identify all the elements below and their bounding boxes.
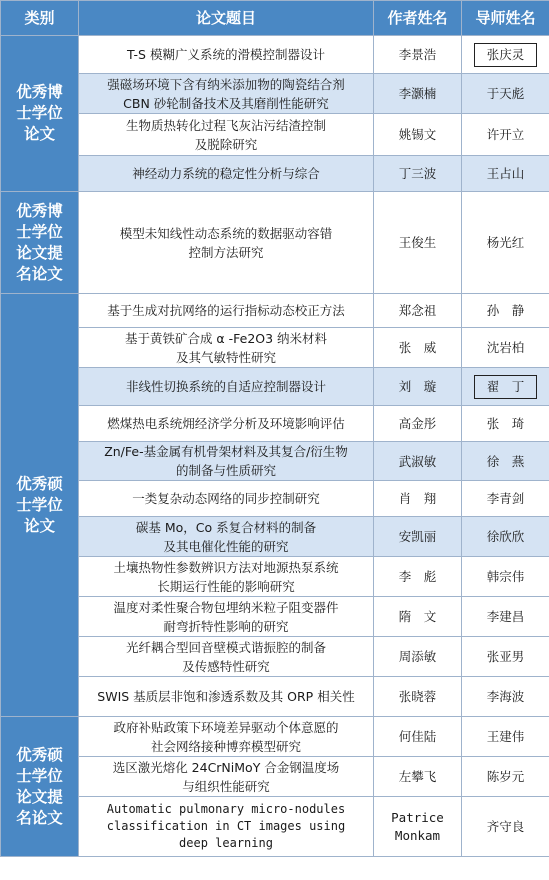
table-row — [1, 442, 549, 481]
table-row — [1, 114, 549, 156]
title-cell: 选区激光熔化 24CrNiMoY 合金钢温度场 与组织性能研究 — [79, 757, 374, 797]
table-row — [1, 517, 549, 557]
title-cell: 碳基 Mo，Co 系复合材料的制备 及其电催化性能的研究 — [79, 517, 374, 557]
author-cell: 李 彪 — [374, 557, 462, 597]
table-row — [1, 368, 549, 406]
table-row — [1, 192, 549, 294]
advisor-cell: 徐欣欣 — [462, 517, 549, 557]
title-cell: 非线性切换系统的自适应控制器设计 — [79, 368, 374, 406]
title-cell: 政府补贴政策下环境差异驱动个体意愿的 社会网络接种博弈模型研究 — [79, 717, 374, 757]
advisor-cell: 杨光红 — [462, 192, 549, 294]
advisor-cell — [462, 368, 549, 406]
table-row — [1, 637, 549, 677]
table-row — [1, 597, 549, 637]
advisor-highlight-box: 张庆灵 — [474, 43, 538, 67]
author-cell: 李灏楠 — [374, 74, 462, 114]
author-cell: 姚锡文 — [374, 114, 462, 156]
advisor-cell: 齐守良 — [462, 797, 549, 857]
header-author: 作者姓名 — [374, 1, 462, 36]
table-row — [1, 717, 549, 757]
category-cell: 优秀博士学位论文 — [1, 36, 79, 192]
advisor-cell: 李建昌 — [462, 597, 549, 637]
title-cell: 土壤热物性参数辨识方法对地源热泵系统 长期运行性能的影响研究 — [79, 557, 374, 597]
header-title: 论文题目 — [79, 1, 374, 36]
header-category: 类别 — [1, 1, 79, 36]
author-cell: 何佳陆 — [374, 717, 462, 757]
title-cell: Automatic pulmonary micro-nodules classification in CT images using deep learning — [79, 797, 374, 857]
header-row — [1, 1, 549, 36]
advisor-cell: 李海波 — [462, 677, 549, 717]
advisor-highlight-box: 翟 丁 — [474, 375, 538, 399]
title-cell: 模型未知线性动态系统的数据驱动容错 控制方法研究 — [79, 192, 374, 294]
title-cell: 一类复杂动态网络的同步控制研究 — [79, 481, 374, 517]
author-cell: Patrice Monkam — [374, 797, 462, 857]
table-row — [1, 406, 549, 442]
table-row — [1, 557, 549, 597]
author-cell: 王俊生 — [374, 192, 462, 294]
header-advisor: 导师姓名 — [462, 1, 549, 36]
title-cell: 光纤耦合型回音壁模式谐振腔的制备 及传感特性研究 — [79, 637, 374, 677]
title-cell: 神经动力系统的稳定性分析与综合 — [79, 156, 374, 192]
advisor-cell: 许开立 — [462, 114, 549, 156]
author-cell: 武淑敏 — [374, 442, 462, 481]
table-row — [1, 797, 549, 857]
advisor-cell: 沈岩柏 — [462, 328, 549, 368]
author-cell: 刘 璇 — [374, 368, 462, 406]
author-cell: 高金彤 — [374, 406, 462, 442]
title-cell: 基于生成对抗网络的运行指标动态校正方法 — [79, 294, 374, 328]
title-cell: 燃煤热电系统㶲经济学分析及环境影响评估 — [79, 406, 374, 442]
author-cell: 左攀飞 — [374, 757, 462, 797]
table-row — [1, 156, 549, 192]
advisor-cell: 李青剑 — [462, 481, 549, 517]
title-cell: 基于黄铁矿合成 α -Fe2O3 纳米材料 及其气敏特性研究 — [79, 328, 374, 368]
advisor-cell: 于天彪 — [462, 74, 549, 114]
advisor-cell — [462, 36, 549, 74]
table-body — [1, 36, 549, 857]
advisor-cell: 孙 静 — [462, 294, 549, 328]
title-cell: SWIS 基质层非饱和渗透系数及其 ORP 相关性 — [79, 677, 374, 717]
advisor-cell: 韩宗伟 — [462, 557, 549, 597]
author-cell: 周添敏 — [374, 637, 462, 677]
table-row — [1, 294, 549, 328]
title-cell: T-S 模糊广义系统的滑模控制器设计 — [79, 36, 374, 74]
table-row — [1, 757, 549, 797]
author-cell: 张晓蓉 — [374, 677, 462, 717]
advisor-cell: 张 琦 — [462, 406, 549, 442]
author-cell: 李景浩 — [374, 36, 462, 74]
advisor-cell: 王占山 — [462, 156, 549, 192]
table-row — [1, 74, 549, 114]
advisor-cell: 陈岁元 — [462, 757, 549, 797]
author-cell: 郑念祖 — [374, 294, 462, 328]
category-cell: 优秀硕士学位论文提名论文 — [1, 717, 79, 857]
title-cell: 生物质热转化过程飞灰沾污结渣控制 及脱除研究 — [79, 114, 374, 156]
author-cell: 安凯丽 — [374, 517, 462, 557]
table-row — [1, 36, 549, 74]
title-cell: 温度对柔性聚合物包埋纳米粒子阻变器件 耐弯折特性影响的研究 — [79, 597, 374, 637]
category-cell: 优秀博士学位论文提名论文 — [1, 192, 79, 294]
table-row — [1, 481, 549, 517]
title-cell: 强磁场环境下含有纳米添加物的陶瓷结合剂 CBN 砂轮制备技术及其磨削性能研究 — [79, 74, 374, 114]
author-cell: 肖 翔 — [374, 481, 462, 517]
advisor-cell: 徐 燕 — [462, 442, 549, 481]
table-row — [1, 677, 549, 717]
author-cell: 张 威 — [374, 328, 462, 368]
advisor-cell: 王建伟 — [462, 717, 549, 757]
title-cell: Zn/Fe-基金属有机骨架材料及其复合/衍生物 的制备与性质研究 — [79, 442, 374, 481]
advisor-cell: 张亚男 — [462, 637, 549, 677]
author-cell: 隋 文 — [374, 597, 462, 637]
author-cell: 丁三波 — [374, 156, 462, 192]
table-row — [1, 328, 549, 368]
category-cell: 优秀硕士学位论文 — [1, 294, 79, 717]
